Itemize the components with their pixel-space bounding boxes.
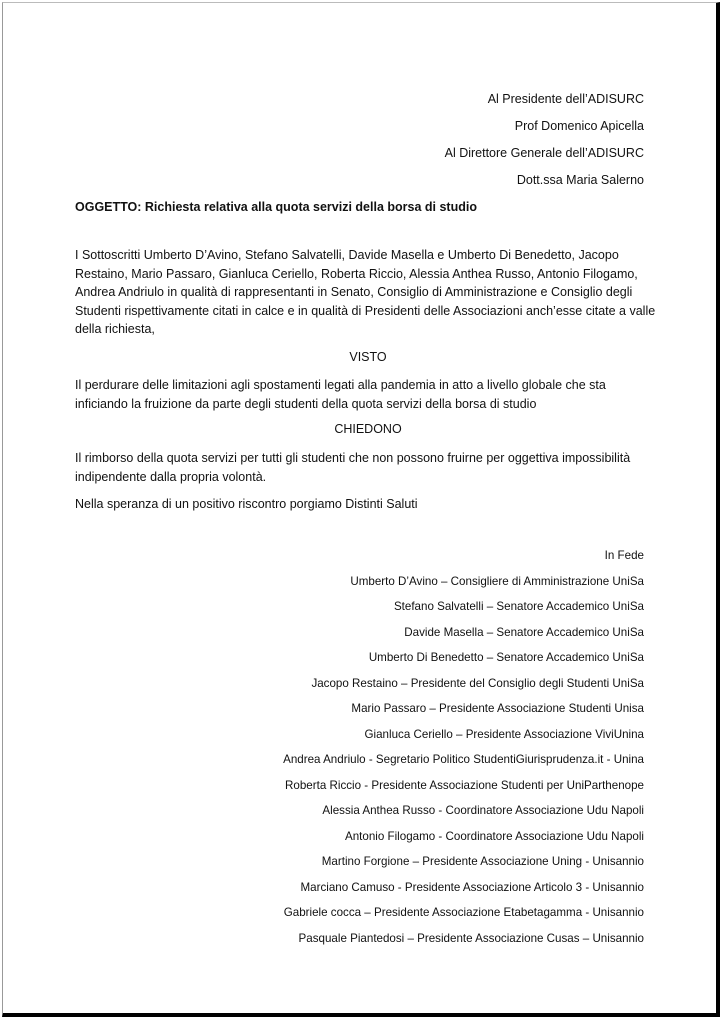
signatory-line: Gabriele cocca – Presidente Associazione Etabetagamma - Unisannio xyxy=(283,906,644,919)
signatory-line: Mario Passaro – Presidente Associazione Studenti Unisa xyxy=(351,702,644,715)
signatory-line: Martino Forgione – Presidente Associazione Uning - Unisannio xyxy=(321,855,644,868)
chiedono-paragraph: Il rimborso della quota servizi per tutti gli studenti che non possono fruirne per oggettiva impossibilità indipendente dalla propria volontà. xyxy=(75,451,631,484)
document-page xyxy=(2,2,720,1017)
signatory-line: Alessia Anthea Russo - Coordinatore Associazione Udu Napoli xyxy=(322,804,644,817)
signatory-line: Gianluca Ceriello – Presidente Associazione ViviUnina xyxy=(364,728,644,741)
in-fede-label: In Fede xyxy=(604,549,644,562)
signatory-line: Jacopo Restaino – Presidente del Consiglio degli Studenti UniSa xyxy=(311,677,644,690)
signatory-line: Umberto Di Benedetto – Senatore Accademico UniSa xyxy=(368,651,644,664)
closing-line: Nella speranza di un positivo riscontro porgiamo Distinti Saluti xyxy=(75,497,418,511)
signatory-line: Marciano Camuso - Presidente Associazione Articolo 3 - Unisannio xyxy=(300,881,644,894)
signatory-line: Umberto D’Avino – Consigliere di Amministrazione UniSa xyxy=(350,575,644,588)
signatory-line: Davide Masella – Senatore Accademico UniSa xyxy=(404,626,644,639)
recipient-line-1: Al Presidente dell’ADISURC xyxy=(487,92,644,106)
visto-paragraph: Il perdurare delle limitazioni agli spostamenti legati alla pandemia in atto a livello globale che sta inficiando la fruizione da parte degli studenti della quota servizi della borsa di studio xyxy=(75,378,606,411)
signatory-line: Roberta Riccio - Presidente Associazione Studenti per UniParthenope xyxy=(285,779,644,792)
signatory-line: Andrea Andriulo - Segretario Politico StudentiGiurisprudenza.it - Unina xyxy=(283,753,644,766)
recipient-line-2: Prof Domenico Apicella xyxy=(514,119,644,133)
signatory-line: Stefano Salvatelli – Senatore Accademico UniSa xyxy=(393,600,644,613)
intro-paragraph: I Sottoscritti Umberto D’Avino, Stefano Salvatelli, Davide Masella e Umberto Di Benedetto, Jacopo Restaino, Mario Passaro, Gianluca Ceriello, Roberta Riccio, Alessia Anthea Russo, Antonio Filogamo, Andrea Andriulo in qualità di rappresentanti in Senato, Consiglio di Amministrazione e Consiglio degli Studenti rispettivamente citati in calce e in qualità di Presidenti delle Associazioni anch’esse citate a valle della richiesta, xyxy=(75,248,656,337)
recipient-line-4: Dott.ssa Maria Salerno xyxy=(516,173,644,187)
signatory-line: Antonio Filogamo - Coordinatore Associazione Udu Napoli xyxy=(344,830,644,843)
signatory-line: Pasquale Piantedosi – Presidente Associazione Cusas – Unisannio xyxy=(298,932,644,945)
visto-heading: VISTO xyxy=(349,350,387,364)
recipient-line-3: Al Direttore Generale dell’ADISURC xyxy=(444,146,644,160)
chiedono-heading: CHIEDONO xyxy=(334,422,402,436)
subject-line: OGGETTO: Richiesta relativa alla quota servizi della borsa di studio xyxy=(75,200,477,214)
